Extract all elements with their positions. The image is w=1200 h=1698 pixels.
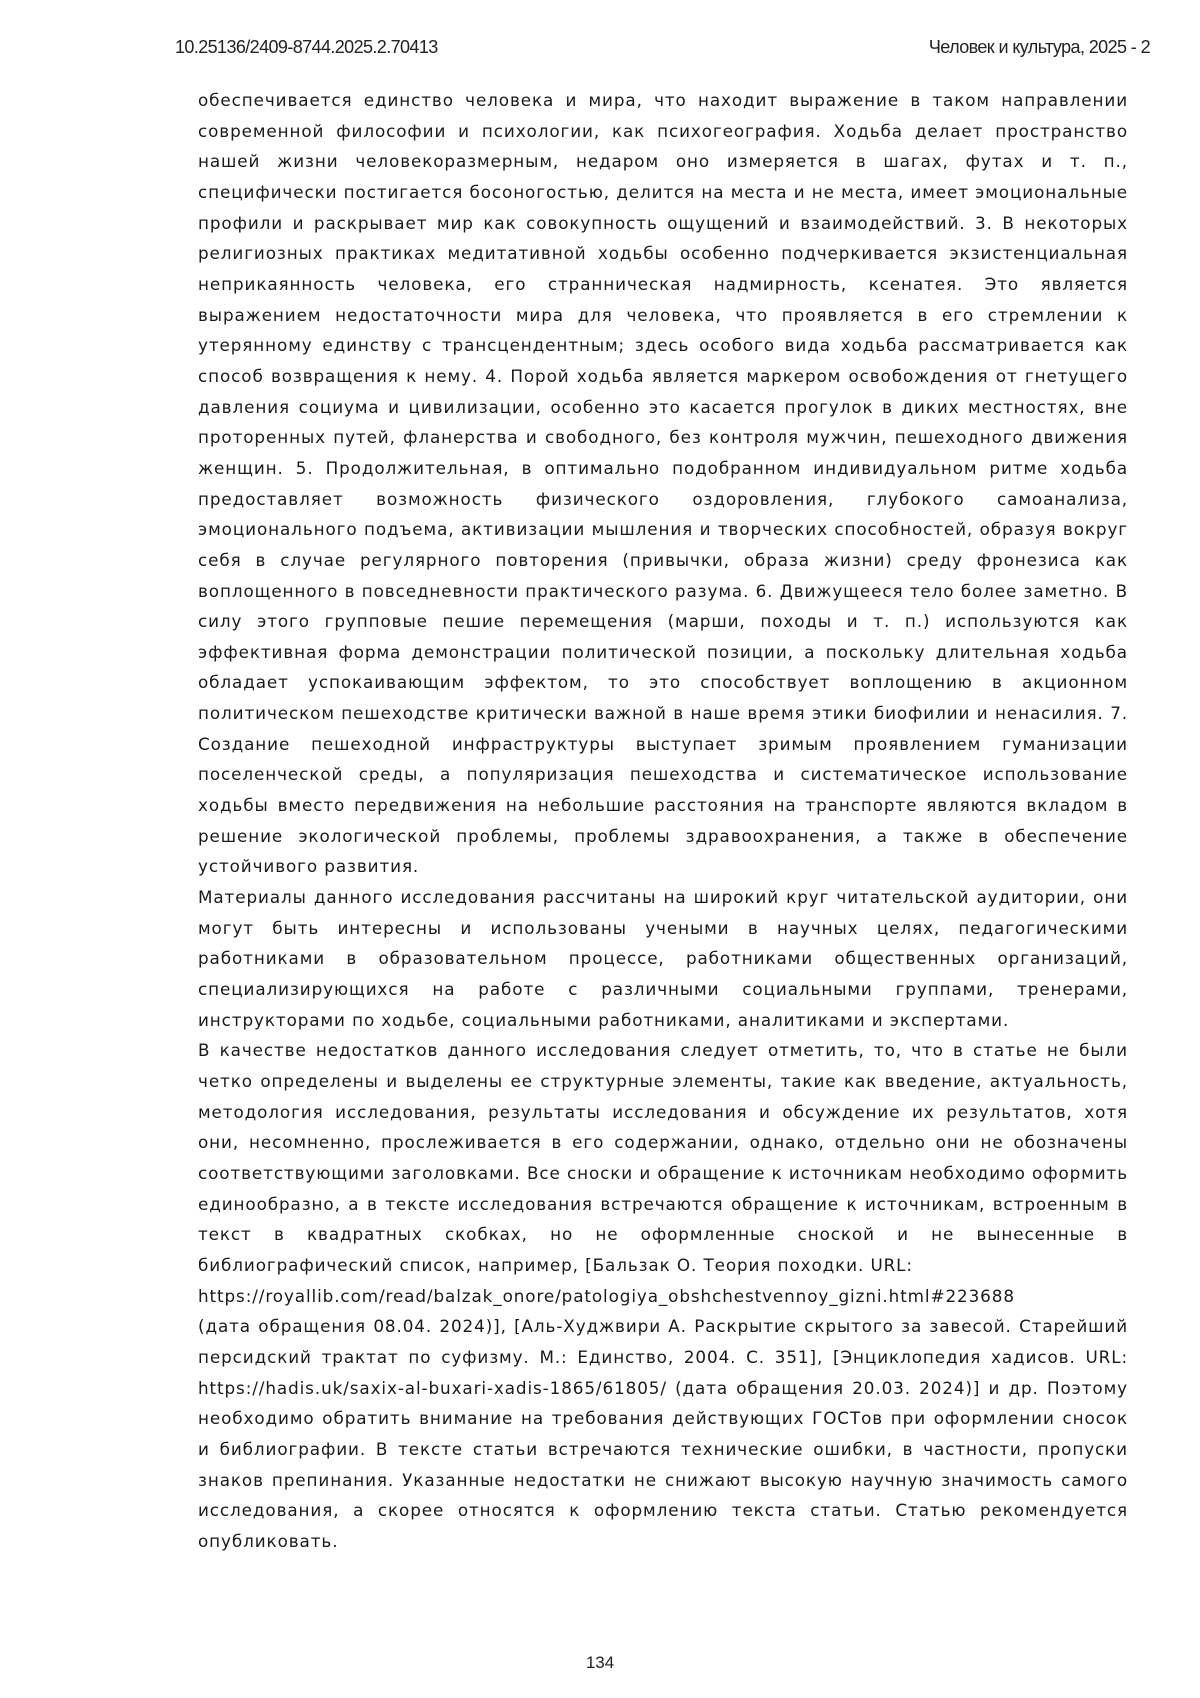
paragraph-walking-aspects: обеспечивается единство человека и мира, что находит выражение в таком направлении современной философии и психологии, как психогеография. Ходьба делает пространство нашей жизни человекоразмерным, недаром оно измеряется в шагах, футах и т. п., специфически постигается босоногостью, делится на места и не места, имеет эмоциональные профили и раскрывает мир как совокупность ощущений и взаимодействий. 3. В некоторых религиозных практиках медитативной ходьбы особенно подчеркивается экзистенциальная неприкаянность человека, его странническая надмирность, ксенатея. Это является выражением недостаточности мира для человека, что проявляется в его стремлении к утерянному единству с трансцендентным; здесь особого вида ходьба рассматривается как способ возвращения к нему. 4. Порой ходьба является маркером освобождения от гнетущего давления социума и цивилизации, особенно это касается прогулок в диких местностях, вне проторенных путей, фланерства и свободного, без контроля мужчин, пешеходного движения женщин. 5. Продолжительная, в оптимально подобранном индивидуальном ритме ходьба предоставляет возможность физического оздоровления, глубокого самоанализа, эмоционального подъема, активизации мышления и творческих способностей, образуя вокруг себя в случае регулярного повторения (привычки, образа жизни) среду фронезиса как воплощенного в повседневности практического разума. 6. Движущееся тело более заметно. В силу этого групповые пешие перемещения (марши, походы и т. п.) используются как эффективная форма демонстрации политической позиции, а поскольку длительная ходьба обладает успокаивающим эффектом, то это способствует воплощению в акционном политическом пешеходстве критически важной в наше время этики биофилии и ненасилия. 7. Создание пешеходной инфраструктуры выступает зримым проявлением гуманизации поселенческой среды, а популяризация пешеходства и систематическое использование ходьбы вместо передвижения на небольшие расстояния на транспорте являются вкладом в решение экологической проблемы, проблемы здравоохранения, а также в обеспечение устойчивого развития.: [198, 90, 1128, 877]
reference-url: https://royallib.com/read/balzak_onore/patologiya_obshchestvennoy_gizni.html#223688: [198, 1285, 1015, 1306]
article-body: [198, 85, 1128, 1557]
doi-identifier: 10.25136/2409-8744.2025.2.70413: [175, 37, 438, 57]
paragraph-shortcomings: [198, 1035, 1128, 1556]
page-number: 134: [585, 1653, 615, 1672]
paragraph-shortcomings-continuation: (дата обращения 08.04. 2024)], [Аль-Худжвири А. Раскрытие скрытого за завесой. Старейший персидский трактат по суфизму. М.: Единство, 2004. С. 351], [Энциклопедия хадисов. URL: https://hadis.uk/saxix-al-buxari-xadis-1865/61805/ (дата обращения 20.03. 2024)] и др. Поэтому необходимо обратить внимание на требования действующих ГОСТов при оформлении сносок и библиографии. В тексте статьи встречаются технические ошибки, в частности, пропуски знаков препинания. Указанные недостатки не снижают высокую научную значимость самого исследования, а скорее относятся к оформлению текста статьи. Статью рекомендуется опубликовать.: [198, 1316, 1128, 1551]
page-header: [175, 37, 1150, 63]
paragraph-shortcomings-text: В качестве недостатков данного исследования следует отметить, то, что в статье не были четко определены и выделены ее структурные элементы, такие как введение, актуальность, методология исследования, результаты исследования и обсуждение их результатов, хотя они, несомненно, прослеживается в его содержании, однако, отдельно они не обозначены соответствующими заголовками. Все сноски и обращение к источникам необходимо оформить единообразно, а в тексте исследования встречаются обращение к источникам, встроенным в текст в квадратных скобках, но не оформленные сноской и не вынесенные в библиографический список, например, [Бальзак О. Теория походки. URL:: [198, 1040, 1128, 1275]
paragraph-audience: Материалы данного исследования рассчитаны на широкий круг читательской аудитории, они могут быть интересны и использованы учеными в научных целях, педагогическими работниками в образовательном процессе, работниками общественных организаций, специализирующихся на работе с различными социальными группами, тренерами, инструкторами по ходьбе, социальными работниками, аналитиками и экспертами.: [198, 887, 1128, 1030]
journal-title: Человек и культура, 2025 - 2: [928, 37, 1150, 57]
